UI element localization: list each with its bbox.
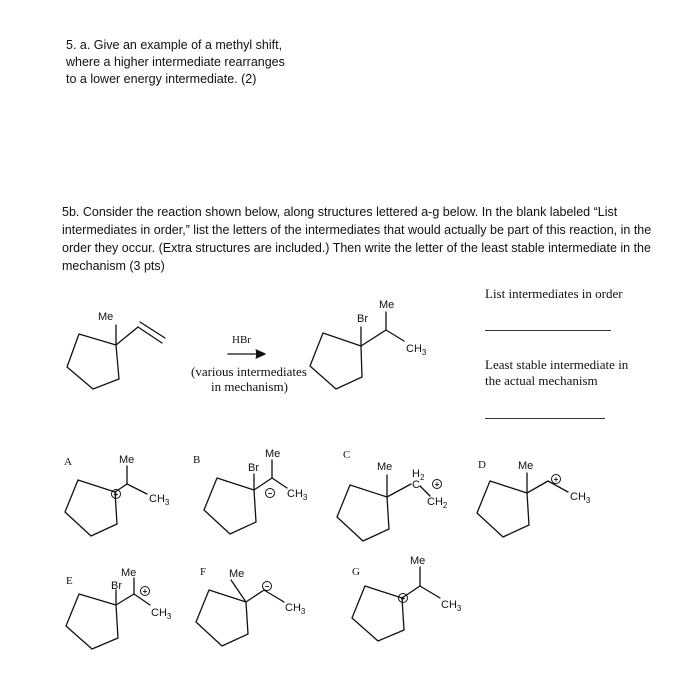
letter-g: G bbox=[352, 566, 360, 578]
atom-me: Me bbox=[98, 311, 114, 323]
reaction-note-2: in mechanism) bbox=[211, 379, 288, 394]
plus-sign: + bbox=[400, 594, 406, 603]
atom-c: C bbox=[412, 479, 420, 491]
atom-ch3: $CH_3$ bbox=[287, 488, 308, 502]
letter-d: D bbox=[478, 459, 486, 471]
reagent-label: HBr bbox=[232, 334, 251, 346]
atom-br: Br bbox=[248, 462, 259, 474]
letter-b: B bbox=[193, 454, 201, 466]
reaction-note-1: (various intermediates bbox=[191, 364, 307, 379]
structure-f bbox=[196, 580, 284, 646]
letter-a: A bbox=[64, 456, 72, 468]
structure-g bbox=[352, 567, 440, 641]
atom-br: Br bbox=[357, 313, 368, 325]
starting-material bbox=[67, 322, 165, 389]
atom-ch3: $CH_3$ bbox=[441, 599, 462, 613]
plus-sign: + bbox=[553, 475, 559, 484]
answer-list-label: List intermediates in order bbox=[485, 286, 623, 301]
plus-sign: + bbox=[142, 587, 148, 596]
atom-ch3: $CH_3$ bbox=[406, 343, 427, 357]
atom-me: Me bbox=[410, 555, 426, 567]
atom-ch2: $CH_2$ bbox=[427, 496, 448, 510]
reaction-arrow bbox=[228, 350, 265, 358]
letter-c: C bbox=[343, 449, 351, 461]
atom-ch3: $CH_3$ bbox=[149, 493, 170, 507]
question-5b-text: 5b. Consider the reaction shown below, along structures lettered a-g below. In the blank labeled “List intermediates in order,” list the letters of the intermediates that would actually be part of this reaction, in the order they occur. (Extra structures are included.) Then write the letter of the least stable intermediate in the mechanism (3 pts) bbox=[62, 205, 652, 273]
least-stable-label-2: the actual mechanism bbox=[485, 373, 598, 388]
atom-br: Br bbox=[111, 580, 122, 592]
atom-me: Me bbox=[518, 460, 534, 472]
atom-me: Me bbox=[119, 454, 135, 466]
atom-me: Me bbox=[265, 448, 281, 460]
plus-sign: + bbox=[434, 480, 440, 489]
atom-ch3: $CH_3$ bbox=[285, 602, 306, 616]
structure-e bbox=[66, 578, 150, 649]
minus-sign: − bbox=[264, 582, 270, 591]
atom-me: Me bbox=[229, 568, 245, 580]
atom-me: Me bbox=[379, 299, 395, 311]
atom-me: Me bbox=[121, 567, 137, 579]
structure-a bbox=[65, 466, 147, 536]
minus-sign: − bbox=[267, 489, 273, 498]
letter-e: E bbox=[66, 575, 73, 587]
plus-sign: + bbox=[113, 490, 119, 499]
question-5a-text: 5. a. Give an example of a methyl shift, where a higher intermediate rearranges to a lower energy intermediate. (2) bbox=[66, 38, 285, 86]
letter-f: F bbox=[200, 566, 207, 578]
atom-me: Me bbox=[377, 461, 393, 473]
atom-h2: $H_2$ bbox=[412, 468, 425, 482]
least-stable-label-1: Least stable intermediate in bbox=[485, 357, 629, 372]
structure-b bbox=[204, 460, 287, 534]
atom-ch3: $CH_3$ bbox=[151, 607, 172, 621]
atom-ch3: $CH_3$ bbox=[570, 491, 591, 505]
